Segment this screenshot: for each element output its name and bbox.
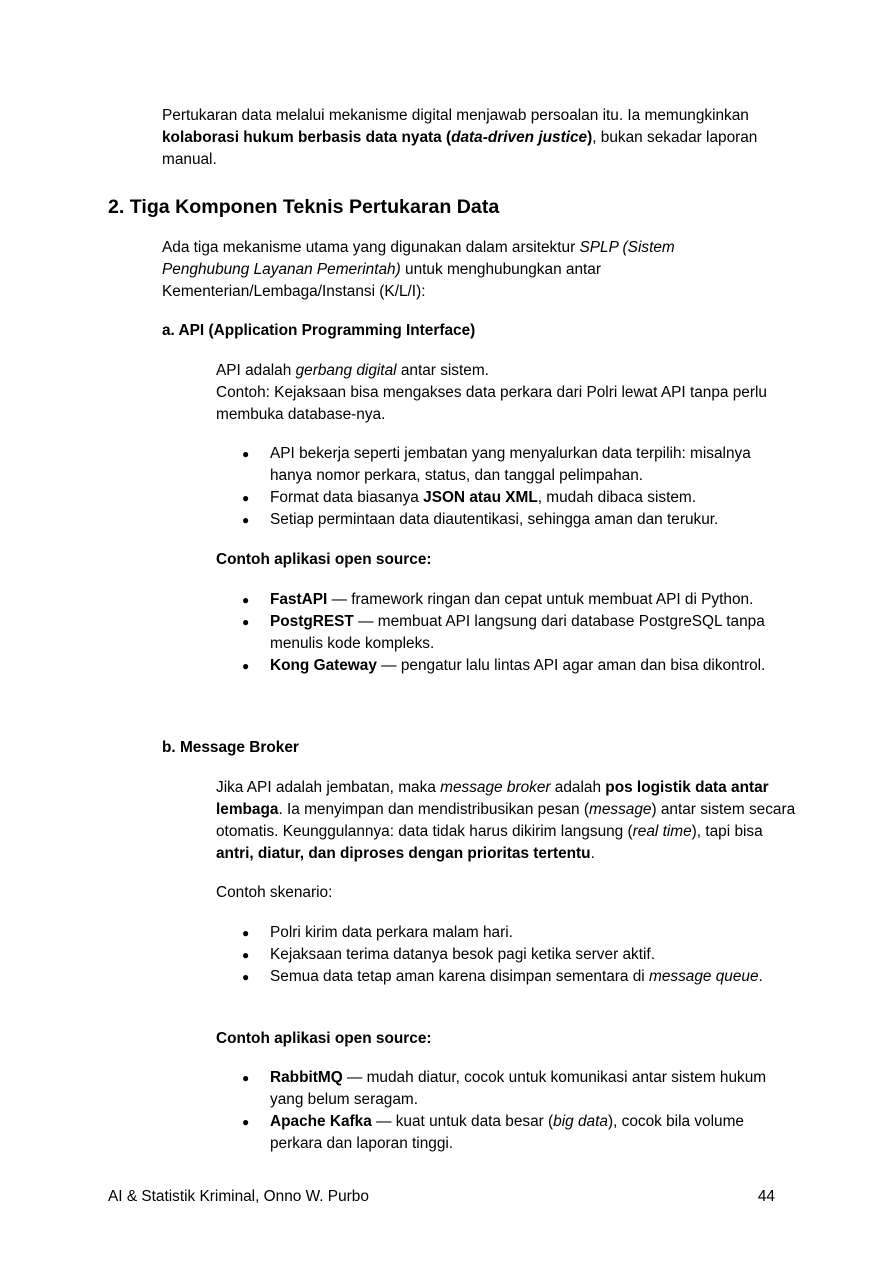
api-oss-list: [216, 589, 776, 677]
list-item: ● API bekerja seperti jembatan yang menyalurkan data terpilih: misalnya hanya nomor perkara, status, dan tanggal pelimpahan.: [216, 443, 796, 487]
list-item: ● Setiap permintaan data diautentikasi, sehingga aman dan terukur.: [216, 509, 796, 531]
list-item: ● Format data biasanya JSON atau XML, mudah dibaca sistem.: [216, 487, 796, 509]
api-oss-heading: Contoh aplikasi open source:: [216, 551, 432, 568]
api-subheading: a. API (Application Programming Interface): [162, 322, 476, 339]
list-item: ● Kejaksaan terima datanya besok pagi ketika server aktif.: [216, 944, 776, 966]
list-item: ● FastAPI — framework ringan dan cepat untuk membuat API di Python.: [216, 589, 776, 611]
footer-title: AI & Statistik Kriminal, Onno W. Purbo: [108, 1188, 369, 1205]
broker-paragraph: Jika API adalah jembatan, maka message broker adalah pos logistik data antar lembaga. Ia menyimpan dan mendistribusikan pesan (message) antar sistem secara otomatis. Keunggulannya: data tidak harus dikirim langsung (real time), tapi bisa antri, diatur, dan diproses dengan prioritas tertentu.: [216, 779, 796, 862]
list-item: ● Polri kirim data perkara malam hari.: [216, 922, 776, 944]
section-intro-paragraph: Ada tiga mekanisme utama yang digunakan dalam arsitektur SPLP (Sistem Penghubung Layanan Pemerintah) untuk menghubungkan antar Kementerian/Lembaga/Instansi (K/L/I):: [162, 239, 675, 300]
broker-subheading: b. Message Broker: [162, 739, 299, 756]
api-bullet-list: [216, 443, 796, 531]
scenario-label: Contoh skenario:: [216, 884, 333, 901]
intro-paragraph: Pertukaran data melalui mekanisme digital menjawab persoalan itu. Ia memungkinkan kolaborasi hukum berbasis data nyata (data-driven justice), bukan sekadar laporan manual.: [162, 107, 758, 168]
broker-oss-list: [216, 1067, 796, 1155]
section-heading: 2. Tiga Komponen Teknis Pertukaran Data: [108, 196, 500, 218]
list-item: ● PostgREST — membuat API langsung dari database PostgreSQL tanpa menulis kode kompleks.: [216, 611, 776, 655]
list-item: ● Semua data tetap aman karena disimpan sementara di message queue.: [216, 966, 776, 988]
broker-oss-heading: Contoh aplikasi open source:: [216, 1030, 432, 1047]
list-item: ● Kong Gateway — pengatur lalu lintas API agar aman dan bisa dikontrol.: [216, 655, 776, 677]
list-item: ● RabbitMQ — mudah diatur, cocok untuk komunikasi antar sistem hukum yang belum seragam.: [216, 1067, 796, 1111]
scenario-list: [216, 922, 776, 988]
list-item: ● Apache Kafka — kuat untuk data besar (big data), cocok bila volume perkara dan laporan tinggi.: [216, 1111, 796, 1155]
api-paragraph: API adalah gerbang digital antar sistem. Contoh: Kejaksaan bisa mengakses data perkara dari Polri lewat API tanpa perlu membuka database-nya.: [216, 362, 767, 423]
page-number: 44: [757, 1188, 775, 1205]
